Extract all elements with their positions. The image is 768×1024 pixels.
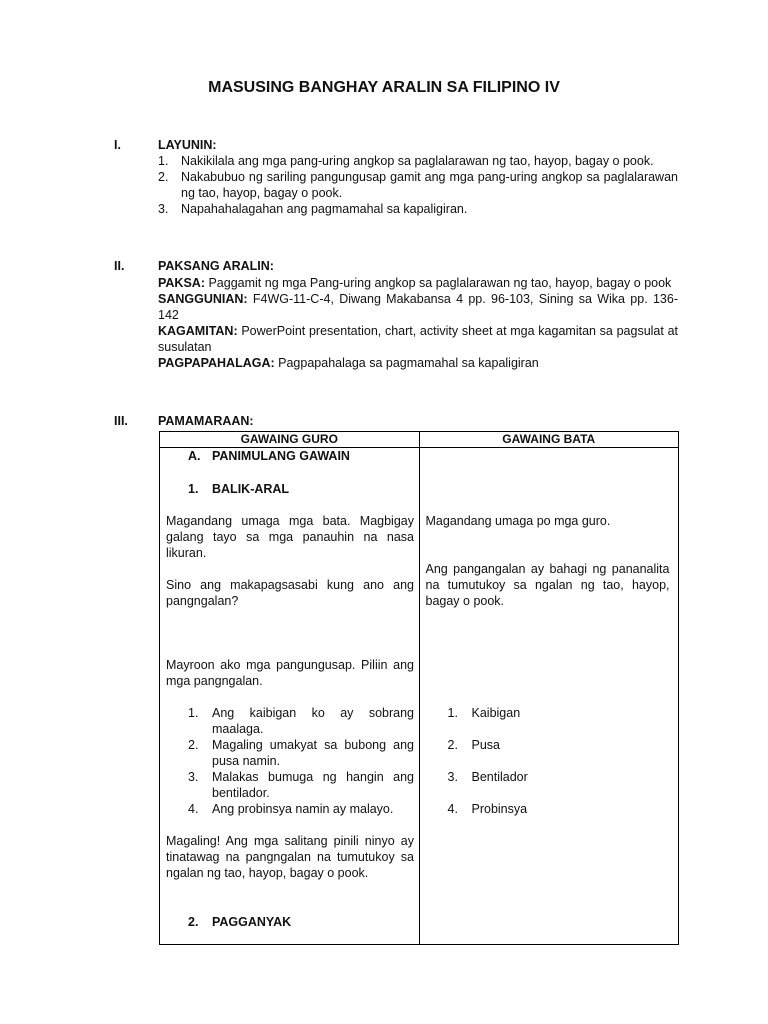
- layunin-item-text: Nakikilala ang mga pang-uring angkop sa paglalarawan ng tao, hayop, bagay o pook.: [181, 154, 654, 168]
- answer-number: 2.: [447, 738, 458, 752]
- list-item: [188, 737, 414, 769]
- balik-aral-number: 1.: [188, 482, 199, 496]
- section-heading-layunin: LAYUNIN:: [158, 138, 217, 152]
- sanggunian-value: F4WG-11-C-4, Diwang Makabansa 4 pp. 96-103, Sining sa Wika pp. 136-142: [158, 292, 678, 322]
- section-heading-paksang-aralin: PAKSANG ARALIN:: [158, 259, 274, 273]
- layunin-item: [158, 169, 678, 201]
- guro-praise: Magaling! Ang mga salitang pinili ninyo ay tinatawag na pangngalan na tumutukoy sa ngalan ng tao, hayop, bagay o pook.: [166, 834, 414, 880]
- answer-number: 4.: [447, 802, 458, 816]
- list-item-text: Malakas bumuga ng hangin ang bentilador.: [212, 770, 414, 800]
- guro-instruction: Mayroon ako mga pangungusap. Piliin ang mga pangngalan.: [166, 658, 414, 688]
- table-row: [160, 448, 679, 945]
- pagganyak-label: PAGGANYAK: [212, 915, 292, 929]
- paksa-value: Paggamit ng mga Pang-uring angkop sa paglalarawan ng tao, hayop, bagay o pook: [205, 276, 672, 290]
- section-heading-pamamaraan: PAMAMARAAN:: [158, 414, 254, 428]
- balik-aral-label: BALIK-ARAL: [212, 482, 290, 496]
- kagamitan-line: [158, 323, 678, 355]
- answer-text: Bentilador: [471, 770, 528, 784]
- layunin-item: [158, 201, 678, 217]
- answer-text: Probinsya: [471, 802, 528, 816]
- pagpapahalaga-line: [158, 355, 678, 371]
- list-item-number: 1.: [188, 706, 199, 720]
- sanggunian-label: SANGGUNIAN:: [158, 292, 248, 306]
- panimulang-gawain-letter: A.: [188, 449, 201, 463]
- layunin-item-number: 3.: [158, 202, 169, 216]
- list-item: [188, 769, 414, 801]
- layunin-item: [158, 153, 678, 169]
- paksang-aralin-details: [158, 275, 678, 371]
- answer-item: [448, 705, 648, 721]
- list-item-text: Magaling umakyat sa bubong ang pusa namin.: [212, 738, 414, 768]
- layunin-item-number: 1.: [158, 154, 169, 168]
- panimulang-gawain-heading: [188, 448, 408, 464]
- layunin-item-number: 2.: [158, 170, 169, 184]
- list-item-text: Ang kaibigan ko ay sobrang maalaga.: [212, 706, 414, 736]
- list-item-number: 3.: [188, 770, 199, 784]
- guro-cell: [160, 448, 420, 945]
- list-item: [188, 801, 414, 817]
- panimulang-gawain-label: PANIMULANG GAWAIN: [212, 449, 350, 463]
- paksa-line: [158, 275, 678, 291]
- layunin-list: [158, 153, 678, 217]
- bata-cell: [419, 448, 679, 945]
- section-number-layunin: I.: [114, 138, 121, 152]
- answer-number: 1.: [447, 706, 458, 720]
- header-gawaing-bata: GAWAING BATA: [419, 432, 679, 448]
- layunin-item-text: Napahahalagahan ang pagmamahal sa kapaligiran.: [181, 202, 468, 216]
- answer-text: Kaibigan: [471, 706, 521, 720]
- kagamitan-label: KAGAMITAN:: [158, 324, 238, 338]
- answer-text: Pusa: [471, 738, 500, 752]
- section-number-pamamaraan: III.: [114, 414, 128, 428]
- table-header-row: [160, 432, 679, 448]
- list-item: [188, 705, 414, 737]
- bata-greeting: Magandang umaga po mga guro.: [425, 514, 611, 528]
- list-item-number: 2.: [188, 738, 199, 752]
- guro-question: Sino ang makapagsasabi kung ano ang pangngalan?: [166, 578, 414, 608]
- answer-item: [448, 737, 648, 753]
- pagganyak-heading: [188, 914, 408, 930]
- pagpapahalaga-label: PAGPAPAHALAGA:: [158, 356, 275, 370]
- bata-answer-pangngalan: Ang pangangalan ay bahagi ng pananalita na tumutukoy sa ngalan ng tao, hayop, bagay o pook.: [425, 562, 670, 608]
- answer-item: [448, 769, 648, 785]
- section-number-paksang-aralin: II.: [114, 259, 125, 273]
- kagamitan-value: PowerPoint presentation, chart, activity sheet at mga kagamitan sa pagsulat at susulatan: [158, 324, 678, 354]
- procedure-table: [159, 431, 679, 945]
- sanggunian-line: [158, 291, 678, 323]
- pagpapahalaga-value: Pagpapahalaga sa pagmamahal sa kapaligiran: [274, 356, 539, 370]
- pagganyak-number: 2.: [188, 915, 199, 929]
- document-title: MASUSING BANGHAY ARALIN SA FILIPINO IV: [208, 79, 560, 96]
- guro-greeting: Magandang umaga mga bata. Magbigay galang tayo sa mga panauhin na nasa likuran.: [166, 514, 414, 560]
- answer-item: [448, 801, 648, 817]
- sentence-list: [188, 705, 414, 817]
- list-item-text: Ang probinsya namin ay malayo.: [212, 802, 394, 816]
- balik-aral-heading: [188, 481, 408, 497]
- header-gawaing-guro: GAWAING GURO: [160, 432, 420, 448]
- paksa-label: PAKSA:: [158, 276, 205, 290]
- layunin-item-text: Nakabubuo ng sariling pangungusap gamit ang mga pang-uring angkop sa paglalarawan ng tao, hayop, bagay o pook.: [181, 170, 678, 200]
- list-item-number: 4.: [188, 802, 199, 816]
- answer-number: 3.: [447, 770, 458, 784]
